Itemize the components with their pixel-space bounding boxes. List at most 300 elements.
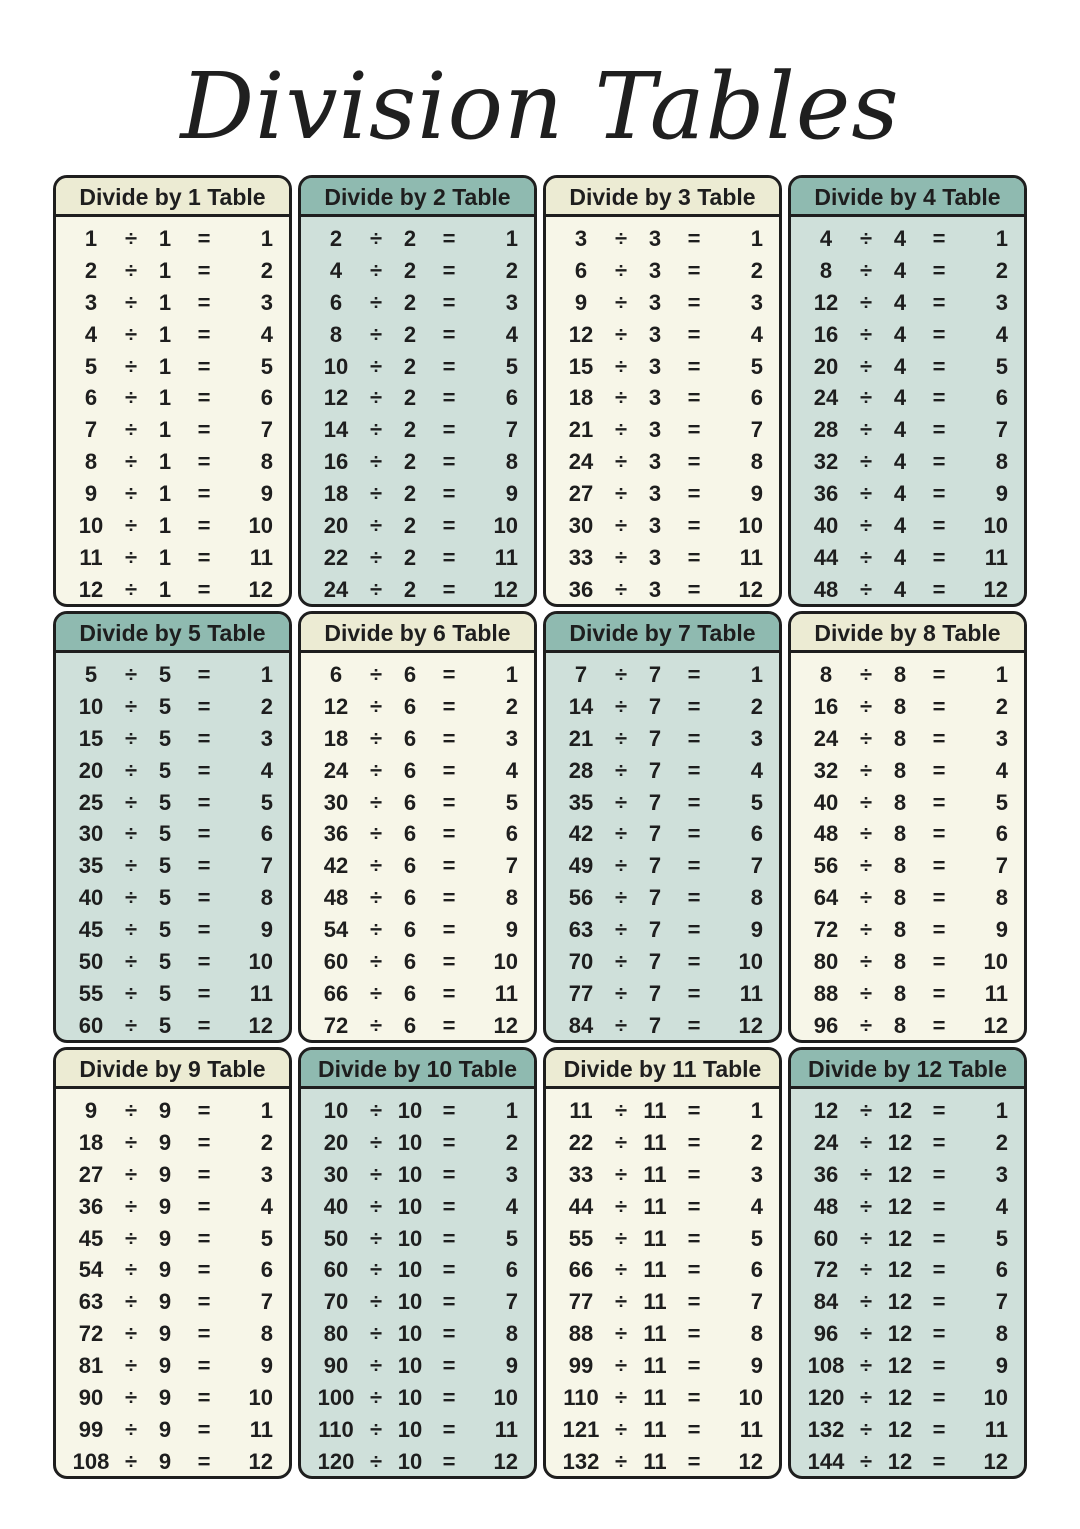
table-row (301, 1254, 534, 1286)
dividend: 84 (813, 1289, 839, 1315)
divide-sign: ÷ (124, 576, 138, 602)
divisor: 12 (887, 1129, 913, 1155)
dividend: 20 (78, 757, 104, 783)
divisor: 7 (648, 980, 662, 1006)
divide-sign: ÷ (614, 725, 628, 751)
table-row (791, 818, 1024, 850)
table-row (791, 946, 1024, 978)
table-row (56, 1446, 289, 1478)
divide-sign: ÷ (369, 385, 383, 411)
dividend: 40 (813, 789, 839, 815)
dividend: 45 (78, 917, 104, 943)
divide-sign: ÷ (614, 226, 628, 251)
divide-sign: ÷ (369, 1129, 383, 1155)
dividend: 96 (813, 1012, 839, 1038)
divide-sign: ÷ (614, 821, 628, 847)
divisor: 10 (397, 1098, 423, 1123)
dividend: 90 (78, 1385, 104, 1411)
divisor: 9 (158, 1257, 172, 1283)
quotient: 4 (750, 757, 763, 783)
table-row (56, 510, 289, 542)
divisor: 3 (648, 321, 662, 347)
quotient: 10 (738, 1385, 763, 1411)
quotient: 7 (260, 853, 273, 879)
equals-sign: = (687, 980, 701, 1006)
equals-sign: = (197, 885, 211, 911)
equals-sign: = (932, 1193, 946, 1219)
equals-sign: = (197, 1448, 211, 1474)
divisor: 11 (643, 1193, 667, 1219)
dividend: 2 (84, 257, 98, 283)
division-table-2 (298, 175, 537, 607)
table-row (546, 818, 779, 850)
divide-sign: ÷ (859, 576, 873, 602)
table-row (301, 1286, 534, 1318)
dividend: 70 (568, 949, 594, 975)
quotient: 10 (248, 1385, 273, 1411)
quotient: 6 (260, 385, 273, 411)
dividend: 11 (569, 1098, 593, 1123)
dividend: 35 (568, 789, 594, 815)
dividend: 15 (78, 725, 104, 751)
quotient: 7 (505, 417, 518, 443)
equals-sign: = (442, 321, 456, 347)
quotient: 6 (995, 821, 1008, 847)
divide-sign: ÷ (124, 226, 138, 251)
divisor: 5 (158, 949, 172, 975)
dividend: 88 (568, 1321, 594, 1347)
divide-sign: ÷ (124, 757, 138, 783)
table-row (301, 914, 534, 946)
divisor: 7 (648, 789, 662, 815)
table-row (56, 659, 289, 691)
divisor: 3 (648, 544, 662, 570)
divide-sign: ÷ (614, 385, 628, 411)
equals-sign: = (687, 289, 701, 315)
divisor: 7 (648, 757, 662, 783)
dividend: 99 (78, 1416, 104, 1442)
divisor: 12 (887, 1385, 913, 1411)
dividend: 10 (78, 693, 104, 719)
table-row (546, 691, 779, 723)
equals-sign: = (687, 885, 701, 911)
quotient: 6 (995, 1257, 1008, 1283)
divisor: 9 (158, 1289, 172, 1315)
divisor: 7 (648, 885, 662, 911)
quotient: 6 (750, 821, 763, 847)
divisor: 8 (893, 821, 907, 847)
equals-sign: = (197, 1257, 211, 1283)
divide-sign: ÷ (859, 289, 873, 315)
divisor: 5 (158, 789, 172, 815)
equals-sign: = (932, 385, 946, 411)
table-row (546, 1223, 779, 1255)
equals-sign: = (197, 949, 211, 975)
divide-sign: ÷ (859, 1321, 873, 1347)
dividend: 77 (568, 1289, 594, 1315)
page-title: Division Tables (180, 53, 900, 160)
divisor: 3 (648, 353, 662, 379)
table-row (791, 1286, 1024, 1318)
table-row (56, 382, 289, 414)
divisor: 7 (648, 693, 662, 719)
divisor: 4 (893, 321, 907, 347)
dividend: 12 (568, 321, 594, 347)
table-row (546, 478, 779, 510)
table-row (791, 659, 1024, 691)
divisor: 9 (158, 1225, 172, 1251)
table-row (791, 351, 1024, 383)
equals-sign: = (687, 576, 701, 602)
table-row (56, 1254, 289, 1286)
quotient: 12 (983, 1448, 1008, 1474)
divisor: 4 (893, 289, 907, 315)
divide-sign: ÷ (369, 821, 383, 847)
divide-sign: ÷ (124, 853, 138, 879)
equals-sign: = (197, 289, 211, 315)
dividend: 8 (329, 321, 343, 347)
division-table-4 (788, 175, 1027, 607)
table-row (791, 914, 1024, 946)
equals-sign: = (442, 1012, 456, 1038)
equals-sign: = (197, 353, 211, 379)
table-row (791, 787, 1024, 819)
table-row (301, 351, 534, 383)
divisor: 1 (158, 417, 172, 443)
divide-sign: ÷ (369, 1321, 383, 1347)
equals-sign: = (197, 1385, 211, 1411)
table-row (56, 319, 289, 351)
equals-sign: = (687, 853, 701, 879)
divisor: 4 (893, 353, 907, 379)
quotient: 5 (505, 1225, 518, 1251)
divide-sign: ÷ (124, 1257, 138, 1283)
divisor: 5 (158, 821, 172, 847)
quotient: 3 (505, 725, 518, 751)
quotient: 12 (493, 1448, 518, 1474)
dividend: 14 (568, 693, 594, 719)
table-row (301, 510, 534, 542)
equals-sign: = (687, 1098, 701, 1123)
table-rows (791, 217, 1024, 606)
quotient: 8 (995, 885, 1008, 911)
equals-sign: = (442, 1321, 456, 1347)
divide-sign: ÷ (369, 1257, 383, 1283)
dividend: 66 (323, 980, 349, 1006)
dividend: 40 (323, 1193, 349, 1219)
table-rows (301, 217, 534, 606)
table-row (791, 1318, 1024, 1350)
quotient: 11 (494, 1416, 518, 1442)
divisor: 12 (887, 1353, 913, 1379)
equals-sign: = (442, 853, 456, 879)
table-row (301, 478, 534, 510)
divisor: 1 (158, 385, 172, 411)
table-row (546, 787, 779, 819)
quotient: 5 (505, 353, 518, 379)
division-table-7 (543, 611, 782, 1043)
table-heading: Divide by 1 Table (56, 178, 289, 217)
quotient: 3 (260, 725, 273, 751)
equals-sign: = (197, 1012, 211, 1038)
equals-sign: = (687, 385, 701, 411)
dividend: 48 (813, 821, 839, 847)
quotient: 4 (260, 321, 273, 347)
quotient: 11 (739, 1416, 763, 1442)
equals-sign: = (687, 1448, 701, 1474)
table-heading: Divide by 8 Table (791, 614, 1024, 653)
dividend: 33 (568, 1161, 594, 1187)
divisor: 1 (158, 513, 172, 539)
dividend: 50 (323, 1225, 349, 1251)
table-row (546, 1446, 779, 1478)
divisor: 2 (403, 576, 417, 602)
table-row (546, 1414, 779, 1446)
divide-sign: ÷ (369, 662, 383, 687)
quotient: 6 (260, 821, 273, 847)
divide-sign: ÷ (369, 481, 383, 507)
equals-sign: = (932, 1289, 946, 1315)
dividend: 80 (323, 1321, 349, 1347)
quotient: 9 (260, 917, 273, 943)
table-row (56, 914, 289, 946)
divisor: 9 (158, 1385, 172, 1411)
dividend: 30 (78, 821, 104, 847)
equals-sign: = (197, 662, 211, 687)
divide-sign: ÷ (369, 544, 383, 570)
divide-sign: ÷ (124, 1385, 138, 1411)
dividend: 72 (813, 917, 839, 943)
equals-sign: = (687, 1257, 701, 1283)
divide-sign: ÷ (369, 1448, 383, 1474)
divide-sign: ÷ (859, 226, 873, 251)
quotient: 3 (750, 1161, 763, 1187)
table-heading: Divide by 9 Table (56, 1050, 289, 1089)
quotient: 3 (505, 289, 518, 315)
divisor: 11 (643, 1385, 667, 1411)
divisor: 7 (648, 1012, 662, 1038)
divisor: 12 (887, 1161, 913, 1187)
dividend: 5 (84, 662, 98, 687)
table-heading: Divide by 5 Table (56, 614, 289, 653)
table-row (301, 574, 534, 606)
divisor: 12 (887, 1225, 913, 1251)
table-row (301, 319, 534, 351)
table-row (56, 946, 289, 978)
quotient: 3 (260, 289, 273, 315)
divisor: 11 (643, 1161, 667, 1187)
equals-sign: = (932, 257, 946, 283)
divide-sign: ÷ (369, 226, 383, 251)
quotient: 5 (995, 1225, 1008, 1251)
quotient: 11 (249, 544, 273, 570)
equals-sign: = (932, 885, 946, 911)
quotient: 6 (260, 1257, 273, 1283)
divisor: 4 (893, 226, 907, 251)
divide-sign: ÷ (124, 1012, 138, 1038)
divide-sign: ÷ (859, 980, 873, 1006)
quotient: 7 (750, 417, 763, 443)
divide-sign: ÷ (614, 1289, 628, 1315)
dividend: 10 (323, 353, 349, 379)
quotient: 6 (750, 1257, 763, 1283)
divide-sign: ÷ (614, 917, 628, 943)
quotient: 2 (260, 693, 273, 719)
dividend: 100 (317, 1385, 355, 1411)
quotient: 3 (995, 1161, 1008, 1187)
equals-sign: = (932, 353, 946, 379)
equals-sign: = (932, 576, 946, 602)
divisor: 8 (893, 725, 907, 751)
table-rows (791, 653, 1024, 1042)
table-row (791, 755, 1024, 787)
divisor: 12 (887, 1321, 913, 1347)
quotient: 2 (995, 693, 1008, 719)
table-rows (791, 1089, 1024, 1478)
quotient: 10 (738, 949, 763, 975)
table-row (546, 1159, 779, 1191)
equals-sign: = (197, 1161, 211, 1187)
divide-sign: ÷ (369, 321, 383, 347)
divide-sign: ÷ (614, 757, 628, 783)
table-row (546, 1254, 779, 1286)
quotient: 5 (995, 789, 1008, 815)
table-row (301, 978, 534, 1010)
divide-sign: ÷ (369, 1385, 383, 1411)
equals-sign: = (687, 1416, 701, 1442)
division-table-3 (543, 175, 782, 607)
quotient: 9 (750, 917, 763, 943)
divide-sign: ÷ (614, 353, 628, 379)
divide-sign: ÷ (124, 949, 138, 975)
table-row (56, 414, 289, 446)
dividend: 120 (807, 1385, 845, 1411)
divide-sign: ÷ (859, 949, 873, 975)
equals-sign: = (687, 257, 701, 283)
equals-sign: = (687, 481, 701, 507)
divide-sign: ÷ (614, 289, 628, 315)
divisor: 2 (403, 321, 417, 347)
equals-sign: = (932, 1012, 946, 1038)
equals-sign: = (442, 289, 456, 315)
table-row (546, 287, 779, 319)
dividend: 36 (568, 576, 594, 602)
divide-sign: ÷ (369, 289, 383, 315)
table-row (791, 542, 1024, 574)
table-row (301, 882, 534, 914)
table-row (301, 850, 534, 882)
table-heading: Divide by 10 Table (301, 1050, 534, 1089)
equals-sign: = (442, 544, 456, 570)
quotient: 5 (260, 353, 273, 379)
dividend: 108 (807, 1353, 845, 1379)
table-row (301, 1159, 534, 1191)
equals-sign: = (932, 789, 946, 815)
equals-sign: = (442, 1225, 456, 1251)
equals-sign: = (932, 725, 946, 751)
divisor: 7 (648, 853, 662, 879)
table-row (791, 1414, 1024, 1446)
dividend: 32 (813, 757, 839, 783)
divide-sign: ÷ (859, 544, 873, 570)
dividend: 9 (84, 481, 98, 507)
quotient: 10 (248, 513, 273, 539)
table-row (56, 787, 289, 819)
dividend: 24 (813, 385, 839, 411)
divide-sign: ÷ (859, 853, 873, 879)
dividend: 60 (813, 1225, 839, 1251)
quotient: 3 (750, 725, 763, 751)
quotient: 5 (750, 789, 763, 815)
divide-sign: ÷ (614, 1416, 628, 1442)
table-row (791, 1446, 1024, 1478)
table-row (301, 1318, 534, 1350)
equals-sign: = (932, 1385, 946, 1411)
table-row (791, 1191, 1024, 1223)
dividend: 56 (568, 885, 594, 911)
table-row (791, 319, 1024, 351)
dividend: 16 (813, 693, 839, 719)
divisor: 3 (648, 385, 662, 411)
divisor: 2 (403, 513, 417, 539)
quotient: 11 (494, 980, 518, 1006)
quotient: 1 (260, 662, 273, 687)
table-row (56, 818, 289, 850)
divisor: 1 (158, 257, 172, 283)
divide-sign: ÷ (124, 449, 138, 475)
table-row (546, 223, 779, 255)
quotient: 11 (249, 980, 273, 1006)
dividend: 110 (318, 1416, 354, 1442)
divide-sign: ÷ (124, 725, 138, 751)
dividend: 24 (813, 1129, 839, 1155)
quotient: 1 (750, 1098, 763, 1123)
dividend: 36 (813, 1161, 839, 1187)
dividend: 81 (78, 1353, 104, 1379)
divide-sign: ÷ (124, 1353, 138, 1379)
dividend: 35 (78, 853, 104, 879)
dividend: 1 (84, 226, 98, 251)
dividend: 6 (84, 385, 98, 411)
table-row (56, 755, 289, 787)
divide-sign: ÷ (124, 513, 138, 539)
table-row (546, 755, 779, 787)
quotient: 11 (739, 544, 763, 570)
quotient: 2 (750, 693, 763, 719)
divide-sign: ÷ (859, 693, 873, 719)
dividend: 7 (574, 662, 588, 687)
divisor: 5 (158, 693, 172, 719)
dividend: 10 (78, 513, 104, 539)
table-row (791, 882, 1024, 914)
divisor: 2 (403, 257, 417, 283)
divide-sign: ÷ (614, 417, 628, 443)
quotient: 10 (983, 513, 1008, 539)
dividend: 88 (813, 980, 839, 1006)
divide-sign: ÷ (859, 1161, 873, 1187)
equals-sign: = (442, 789, 456, 815)
equals-sign: = (442, 1289, 456, 1315)
table-row (56, 223, 289, 255)
divide-sign: ÷ (614, 1225, 628, 1251)
divide-sign: ÷ (124, 885, 138, 911)
quotient: 12 (248, 1012, 273, 1038)
dividend: 24 (568, 449, 594, 475)
divisor: 3 (648, 576, 662, 602)
divisor: 5 (158, 853, 172, 879)
divide-sign: ÷ (124, 257, 138, 283)
table-row (791, 1254, 1024, 1286)
